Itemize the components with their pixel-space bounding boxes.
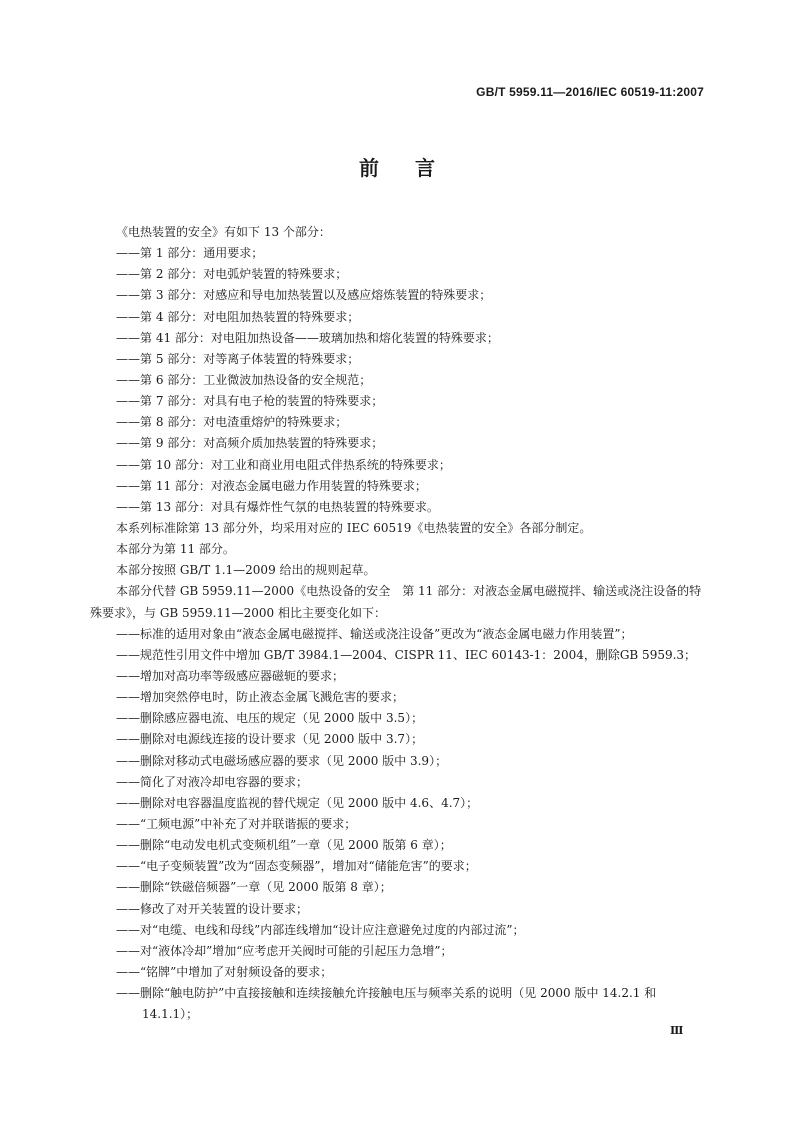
list-item: ——增加对高功率等级感应器磁轭的要求； [116, 668, 345, 683]
changes-list [90, 624, 706, 1026]
list-item: ——简化了对液冷却电容器的要求； [116, 774, 309, 789]
page-number: Ⅲ [670, 1024, 684, 1037]
list-item: ——“铭牌”中增加了对射频设备的要求； [116, 964, 333, 979]
list-item: ——第 4 部分：对电阻加热装置的特殊要求； [116, 309, 360, 324]
list-item: ——删除“铁磁倍频器”一章（见 2000 版第 8 章）； [116, 880, 392, 895]
document-body [90, 222, 706, 1025]
list-item: ——增加突然停电时，防止液态金属飞溅危害的要求； [116, 690, 405, 705]
list-item: ——删除对电容器温度监视的替代规定（见 2000 版中 4.6、4.7）； [116, 795, 479, 810]
part-paragraph: 本部分为第 11 部分。 [116, 542, 235, 557]
list-item: ——第 2 部分：对电弧炉装置的特殊要求； [116, 267, 348, 282]
scope-paragraph: 本系列标准除第 13 部分外，均采用对应的 IEC 60519《电热装置的安全》各部分制定。 [116, 520, 592, 535]
list-item: ——删除对移动式电磁场感应器的要求（见 2000 版中 3.9）； [116, 753, 448, 768]
list-item: ——对“液体冷却”增加“应考虑开关阀时可能的引起压力急增”； [116, 943, 453, 958]
list-item: ——修改了对开关装置的设计要求； [116, 901, 309, 916]
list-item: ——第 6 部分：工业微波加热设备的安全规范； [116, 372, 372, 387]
parts-list [90, 243, 706, 518]
list-item: ——第 10 部分：对工业和商业用电阻式伴热系统的特殊要求； [116, 457, 451, 472]
list-item: ——第 11 部分：对液态金属电磁力作用装置的特殊要求； [116, 478, 427, 493]
replacement-paragraph: 本部分代替 GB 5959.11—2000《电热设备的安全 第 11 部分：对液态金属电磁搅拌、输送或浇注设备的特殊要求》，与 GB 5959.11—2000 相比主要变化如下： [90, 584, 702, 620]
list-item: ——第 41 部分：对电阻加热设备——玻璃加热和熔化装置的特殊要求； [116, 330, 499, 345]
document-header: GB/T 5959.11—2016/IEC 60519-11:2007 [476, 85, 704, 99]
list-item: ——删除感应器电流、电压的规定（见 2000 版中 3.5）； [116, 711, 424, 726]
list-item: ——规范性引用文件中增加 GB/T 3984.1—2004、CISPR 11、IEC 60143-1：2004，删除GB 5959.3； [116, 647, 697, 662]
drafting-paragraph: 本部分按照 GB/T 1.1—2009 给出的规则起草。 [116, 563, 376, 578]
list-item: ——删除对电源线连接的设计要求（见 2000 版中 3.7）； [116, 732, 424, 747]
list-item: ——删除“触电防护”中直接接触和连续接触允许接触电压与频率关系的说明（见 2000 版中 14.2.1 和 14.1.1）； [116, 986, 657, 1022]
list-item: ——对“电缆、电线和母线”内部连线增加“设计应注意避免过度的内部过流”； [116, 922, 525, 937]
intro-paragraph: 《电热装置的安全》有如下 13 个部分： [116, 225, 331, 239]
list-item: ——第 3 部分：对感应和导电加热装置以及感应熔炼装置的特殊要求； [116, 288, 492, 303]
list-item: ——“工频电源”中补充了对并联谐振的要求； [116, 816, 357, 831]
list-item: ——删除“电动发电机式变频机组”一章（见 2000 版第 6 章）； [116, 838, 452, 853]
list-item: ——第 5 部分：对等离子体装置的特殊要求； [116, 351, 360, 366]
list-item: ——“电子变频装置”改为“固态变频器”，增加对“储能危害”的要求； [116, 859, 477, 874]
page-title: 前言 [359, 156, 471, 180]
list-item: ——第 8 部分：对电渣重熔炉的特殊要求； [116, 415, 348, 430]
list-item: ——第 7 部分：对具有电子枪的装置的特殊要求； [116, 394, 384, 409]
list-item: ——标准的适用对象由“液态金属电磁搅拌、输送或浇注设备”更改为“液态金属电磁力作用装置”； [116, 626, 633, 641]
list-item: ——第 13 部分：对具有爆炸性气氛的电热装置的特殊要求。 [116, 499, 439, 514]
list-item: ——第 9 部分：对高频介质加热装置的特殊要求； [116, 436, 384, 451]
list-item: ——第 1 部分：通用要求； [116, 246, 264, 261]
